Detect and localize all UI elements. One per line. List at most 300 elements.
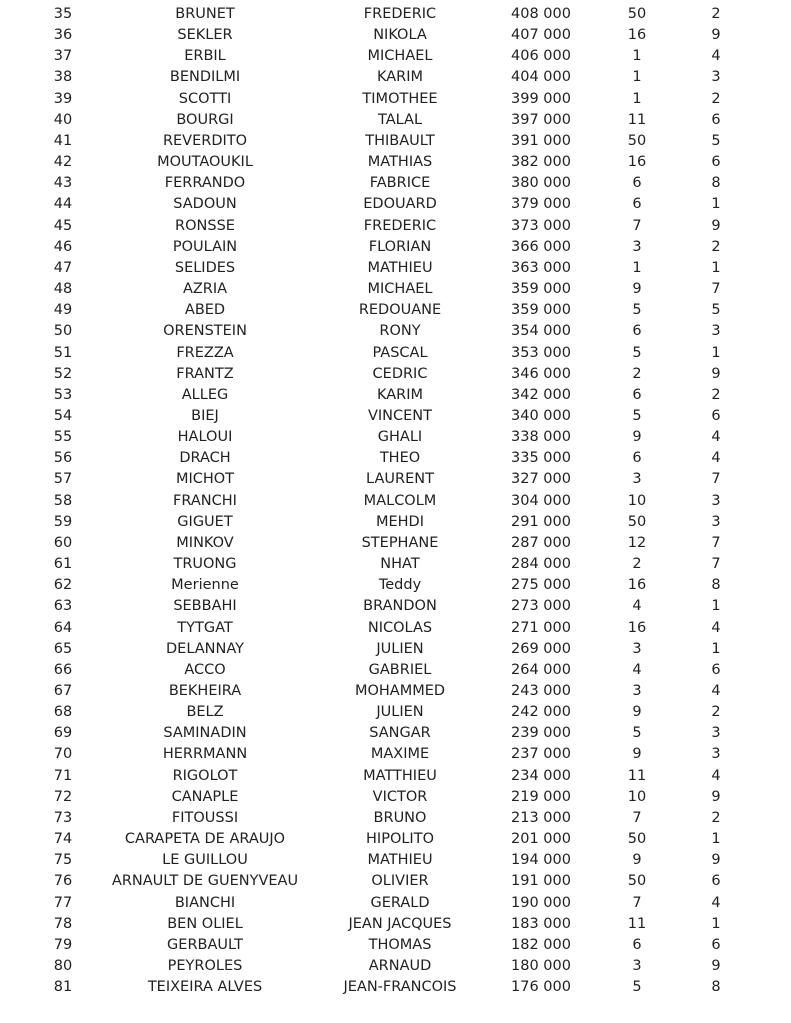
amount-cell: 327 000 — [511, 471, 571, 488]
digit-cell: 6 — [711, 936, 721, 953]
rank-cell: 75 — [53, 852, 73, 869]
amount-cell: 338 000 — [511, 429, 571, 446]
count-cell: 12 — [627, 534, 647, 551]
count-cell: 11 — [627, 915, 647, 932]
amount-cell: 242 000 — [511, 704, 571, 721]
count-cell: 1 — [632, 259, 642, 276]
rank-cell: 48 — [53, 281, 73, 298]
digit-cell: 4 — [711, 429, 721, 446]
first-name-cell: FREDERIC — [363, 6, 437, 22]
digit-cell: 8 — [711, 577, 721, 594]
count-cell: 50 — [627, 873, 647, 890]
last-name-cell: MICHOT — [175, 471, 235, 488]
count-cell: 6 — [632, 323, 642, 340]
table-row — [0, 343, 791, 364]
first-name-cell: OLIVIER — [371, 873, 429, 890]
digit-cell: 3 — [711, 492, 721, 509]
count-cell: 9 — [632, 746, 642, 763]
amount-cell: 201 000 — [511, 831, 571, 848]
last-name-cell: FRANTZ — [176, 365, 234, 382]
table-row — [0, 512, 791, 533]
count-cell: 7 — [632, 894, 642, 911]
count-cell: 5 — [632, 344, 642, 361]
first-name-cell: ARNAUD — [368, 958, 432, 975]
last-name-cell: AZRIA — [182, 281, 228, 298]
count-cell: 3 — [632, 471, 642, 488]
digit-cell: 7 — [711, 281, 721, 298]
digit-cell: 7 — [711, 471, 721, 488]
table-row — [0, 46, 791, 67]
table-row — [0, 766, 791, 787]
count-cell: 9 — [632, 429, 642, 446]
count-cell: 5 — [632, 725, 642, 742]
last-name-cell: HALOUI — [177, 429, 233, 446]
first-name-cell: THOMAS — [368, 936, 432, 953]
count-cell: 4 — [632, 661, 642, 678]
last-name-cell: CARAPETA DE ARAUJO — [124, 831, 286, 848]
amount-cell: 353 000 — [511, 344, 571, 361]
digit-cell: 1 — [711, 915, 721, 932]
count-cell: 2 — [632, 365, 642, 382]
last-name-cell: ACCO — [184, 661, 226, 678]
digit-cell: 2 — [711, 704, 721, 721]
last-name-cell: MOUTAOUKIL — [157, 154, 253, 171]
digit-cell: 6 — [711, 154, 721, 171]
table-row — [0, 67, 791, 88]
amount-cell: 269 000 — [511, 640, 571, 657]
first-name-cell: BRANDON — [363, 598, 437, 615]
first-name-cell: PASCAL — [372, 344, 428, 361]
amount-cell: 213 000 — [511, 809, 571, 826]
count-cell: 16 — [627, 27, 647, 44]
last-name-cell: REVERDITO — [162, 132, 248, 149]
count-cell: 2 — [632, 556, 642, 573]
digit-cell: 5 — [711, 132, 721, 149]
table-row — [0, 723, 791, 744]
digit-cell: 6 — [711, 111, 721, 128]
rank-cell: 64 — [53, 619, 73, 636]
digit-cell: 9 — [711, 788, 721, 805]
table-row — [0, 956, 791, 977]
table-row — [0, 300, 791, 321]
last-name-cell: FREZZA — [176, 344, 234, 361]
count-cell: 16 — [627, 619, 647, 636]
count-cell: 50 — [627, 6, 647, 22]
amount-cell: 406 000 — [511, 48, 571, 65]
table-row — [0, 110, 791, 131]
first-name-cell: GHALI — [377, 429, 423, 446]
rank-cell: 77 — [53, 894, 73, 911]
rank-cell: 49 — [53, 302, 73, 319]
amount-cell: 382 000 — [511, 154, 571, 171]
last-name-cell: SADOUN — [173, 196, 237, 213]
rank-cell: 58 — [53, 492, 73, 509]
count-cell: 50 — [627, 132, 647, 149]
rank-cell: 65 — [53, 640, 73, 657]
amount-cell: 359 000 — [511, 302, 571, 319]
table-row — [0, 660, 791, 681]
first-name-cell: VINCENT — [367, 407, 433, 424]
count-cell: 6 — [632, 386, 642, 403]
digit-cell: 3 — [711, 746, 721, 763]
last-name-cell: GERBAULT — [167, 936, 243, 953]
count-cell: 5 — [632, 302, 642, 319]
digit-cell: 6 — [711, 661, 721, 678]
table-row — [0, 596, 791, 617]
count-cell: 11 — [627, 767, 647, 784]
last-name-cell: POULAIN — [172, 238, 238, 255]
first-name-cell: SANGAR — [369, 725, 431, 742]
table-row — [0, 279, 791, 300]
first-name-cell: NIKOLA — [373, 27, 427, 44]
table-row — [0, 533, 791, 554]
table-row — [0, 618, 791, 639]
count-cell: 4 — [632, 598, 642, 615]
last-name-cell: DRACH — [179, 450, 231, 467]
last-name-cell: SCOTTI — [178, 90, 232, 107]
table-row — [0, 575, 791, 596]
first-name-cell: MOHAMMED — [354, 683, 446, 699]
table-row — [0, 427, 791, 448]
rank-cell: 79 — [53, 936, 73, 953]
amount-cell: 391 000 — [511, 132, 571, 149]
last-name-cell: BEKHEIRA — [168, 683, 242, 699]
first-name-cell: THIBAULT — [365, 132, 435, 149]
first-name-cell: GERALD — [370, 894, 430, 911]
first-name-cell: MALCOLM — [363, 492, 437, 509]
digit-cell: 3 — [711, 725, 721, 742]
table-row — [0, 829, 791, 850]
amount-cell: 219 000 — [511, 788, 571, 805]
amount-cell: 291 000 — [511, 513, 571, 530]
first-name-cell: REDOUANE — [358, 302, 442, 319]
first-name-cell: EDOUARD — [363, 196, 437, 213]
amount-cell: 379 000 — [511, 196, 571, 213]
amount-cell: 264 000 — [511, 661, 571, 678]
first-name-cell: STEPHANE — [361, 534, 439, 551]
last-name-cell: FITOUSSI — [171, 809, 239, 826]
rank-cell: 47 — [53, 259, 73, 276]
count-cell: 16 — [627, 577, 647, 594]
last-name-cell: ORENSTEIN — [163, 323, 247, 340]
amount-cell: 399 000 — [511, 90, 571, 107]
first-name-cell: JEAN-FRANCOIS — [343, 979, 457, 996]
amount-cell: 407 000 — [511, 27, 571, 44]
last-name-cell: RONSSE — [175, 217, 235, 234]
amount-cell: 176 000 — [511, 979, 571, 996]
table-row — [0, 194, 791, 215]
first-name-cell: THEO — [379, 450, 421, 467]
table-row — [0, 554, 791, 575]
rank-cell: 56 — [53, 450, 73, 467]
digit-cell: 4 — [711, 619, 721, 636]
rank-cell: 53 — [53, 386, 73, 403]
count-cell: 7 — [632, 217, 642, 234]
digit-cell: 9 — [711, 852, 721, 869]
table-row — [0, 4, 791, 25]
digit-cell: 1 — [711, 598, 721, 615]
digit-cell: 3 — [711, 69, 721, 86]
table-row — [0, 871, 791, 892]
first-name-cell: Teddy — [378, 577, 422, 594]
table-row — [0, 173, 791, 194]
last-name-cell: LE GUILLOU — [162, 852, 248, 869]
digit-cell: 8 — [711, 979, 721, 996]
digit-cell: 1 — [711, 196, 721, 213]
rank-cell: 73 — [53, 809, 73, 826]
digit-cell: 4 — [711, 450, 721, 467]
amount-cell: 404 000 — [511, 69, 571, 86]
amount-cell: 363 000 — [511, 259, 571, 276]
amount-cell: 346 000 — [511, 365, 571, 382]
last-name-cell: RIGOLOT — [172, 767, 238, 784]
rank-cell: 54 — [53, 407, 73, 424]
first-name-cell: KARIM — [376, 386, 424, 403]
first-name-cell: FREDERIC — [363, 217, 437, 234]
table-row — [0, 681, 791, 702]
digit-cell: 4 — [711, 683, 721, 699]
amount-cell: 239 000 — [511, 725, 571, 742]
first-name-cell: VICTOR — [372, 788, 428, 805]
count-cell: 6 — [632, 196, 642, 213]
count-cell: 9 — [632, 852, 642, 869]
amount-cell: 342 000 — [511, 386, 571, 403]
rank-cell: 80 — [53, 958, 73, 975]
rank-cell: 45 — [53, 217, 73, 234]
first-name-cell: CEDRIC — [372, 365, 428, 382]
rank-cell: 66 — [53, 661, 73, 678]
amount-cell: 397 000 — [511, 111, 571, 128]
last-name-cell: BIEJ — [191, 407, 219, 424]
first-name-cell: GABRIEL — [368, 661, 432, 678]
last-name-cell: ARNAULT DE GUENYVEAU — [111, 873, 299, 890]
last-name-cell: ERBIL — [184, 48, 226, 65]
table-row — [0, 152, 791, 173]
amount-cell: 183 000 — [511, 915, 571, 932]
table-row — [0, 639, 791, 660]
digit-cell: 6 — [711, 407, 721, 424]
digit-cell: 2 — [711, 6, 721, 22]
count-cell: 1 — [632, 90, 642, 107]
rank-cell: 55 — [53, 429, 73, 446]
first-name-cell: MAXIME — [370, 746, 430, 763]
rank-cell: 42 — [53, 154, 73, 171]
first-name-cell: JULIEN — [376, 640, 424, 657]
count-cell: 1 — [632, 48, 642, 65]
last-name-cell: BRUNET — [175, 6, 235, 22]
count-cell: 10 — [627, 492, 647, 509]
table-row — [0, 787, 791, 808]
amount-cell: 273 000 — [511, 598, 571, 615]
table-row — [0, 364, 791, 385]
digit-cell: 4 — [711, 48, 721, 65]
first-name-cell: LAURENT — [366, 471, 434, 488]
rank-cell: 37 — [53, 48, 73, 65]
digit-cell: 2 — [711, 809, 721, 826]
table-row — [0, 448, 791, 469]
count-cell: 5 — [632, 979, 642, 996]
digit-cell: 7 — [711, 556, 721, 573]
amount-cell: 408 000 — [511, 6, 571, 22]
digit-cell: 4 — [711, 767, 721, 784]
last-name-cell: SELIDES — [174, 259, 236, 276]
rank-cell: 70 — [53, 746, 73, 763]
last-name-cell: CANAPLE — [171, 788, 239, 805]
table-row — [0, 321, 791, 342]
digit-cell: 1 — [711, 259, 721, 276]
count-cell: 6 — [632, 936, 642, 953]
amount-cell: 287 000 — [511, 534, 571, 551]
last-name-cell: BEN OLIEL — [167, 915, 243, 932]
amount-cell: 284 000 — [511, 556, 571, 573]
first-name-cell: JULIEN — [376, 704, 424, 721]
rank-cell: 46 — [53, 238, 73, 255]
rank-cell: 50 — [53, 323, 73, 340]
count-cell: 16 — [627, 154, 647, 171]
first-name-cell: HIPOLITO — [366, 831, 434, 848]
digit-cell: 7 — [711, 534, 721, 551]
rank-cell: 81 — [53, 979, 73, 996]
amount-cell: 335 000 — [511, 450, 571, 467]
amount-cell: 354 000 — [511, 323, 571, 340]
table-row — [0, 702, 791, 723]
first-name-cell: RONY — [379, 323, 421, 340]
first-name-cell: MATTHIEU — [363, 767, 437, 784]
table-row — [0, 935, 791, 956]
last-name-cell: MINKOV — [176, 534, 234, 551]
digit-cell: 2 — [711, 386, 721, 403]
digit-cell: 1 — [711, 831, 721, 848]
last-name-cell: TRUONG — [173, 556, 237, 573]
ranking-table — [0, 4, 791, 998]
count-cell: 11 — [627, 111, 647, 128]
amount-cell: 182 000 — [511, 936, 571, 953]
rank-cell: 68 — [53, 704, 73, 721]
last-name-cell: ALLEG — [181, 386, 229, 403]
count-cell: 50 — [627, 831, 647, 848]
rank-cell: 40 — [53, 111, 73, 128]
last-name-cell: ABED — [184, 302, 226, 319]
digit-cell: 1 — [711, 640, 721, 657]
first-name-cell: JEAN JACQUES — [348, 915, 452, 932]
last-name-cell: PEYROLES — [167, 958, 243, 975]
count-cell: 3 — [632, 640, 642, 657]
table-row — [0, 25, 791, 46]
rank-cell: 59 — [53, 513, 73, 530]
count-cell: 9 — [632, 281, 642, 298]
count-cell: 3 — [632, 958, 642, 975]
table-row — [0, 237, 791, 258]
first-name-cell: FLORIAN — [368, 238, 432, 255]
first-name-cell: MATHIEU — [367, 852, 433, 869]
amount-cell: 275 000 — [511, 577, 571, 594]
last-name-cell: SEKLER — [177, 27, 233, 44]
digit-cell: 3 — [711, 513, 721, 530]
rank-cell: 39 — [53, 90, 73, 107]
last-name-cell: SEBBAHI — [173, 598, 237, 615]
last-name-cell: SAMINADIN — [163, 725, 247, 742]
amount-cell: 234 000 — [511, 767, 571, 784]
amount-cell: 359 000 — [511, 281, 571, 298]
table-row — [0, 808, 791, 829]
rank-cell: 67 — [53, 683, 73, 699]
rank-cell: 78 — [53, 915, 73, 932]
table-row — [0, 850, 791, 871]
count-cell: 3 — [632, 683, 642, 699]
table-row — [0, 406, 791, 427]
first-name-cell: NICOLAS — [367, 619, 433, 636]
amount-cell: 304 000 — [511, 492, 571, 509]
first-name-cell: KARIM — [376, 69, 424, 86]
first-name-cell: TALAL — [377, 111, 423, 128]
first-name-cell: MATHIAS — [367, 154, 433, 171]
first-name-cell: MEHDI — [375, 513, 425, 530]
count-cell: 7 — [632, 809, 642, 826]
count-cell: 9 — [632, 704, 642, 721]
last-name-cell: DELANNAY — [165, 640, 245, 657]
digit-cell: 2 — [711, 90, 721, 107]
table-row — [0, 914, 791, 935]
amount-cell: 237 000 — [511, 746, 571, 763]
last-name-cell: GIGUET — [177, 513, 233, 530]
rank-cell: 38 — [53, 69, 73, 86]
rank-cell: 35 — [53, 6, 73, 22]
rank-cell: 74 — [53, 831, 73, 848]
first-name-cell: TIMOTHEE — [362, 90, 438, 107]
table-row — [0, 491, 791, 512]
last-name-cell: Merienne — [171, 577, 239, 594]
last-name-cell: FERRANDO — [164, 175, 246, 192]
digit-cell: 9 — [711, 365, 721, 382]
digit-cell: 9 — [711, 958, 721, 975]
digit-cell: 6 — [711, 873, 721, 890]
count-cell: 3 — [632, 238, 642, 255]
digit-cell: 1 — [711, 344, 721, 361]
rank-cell: 62 — [53, 577, 73, 594]
digit-cell: 9 — [711, 27, 721, 44]
table-row — [0, 469, 791, 490]
rank-cell: 41 — [53, 132, 73, 149]
table-row — [0, 893, 791, 914]
amount-cell: 340 000 — [511, 407, 571, 424]
amount-cell: 366 000 — [511, 238, 571, 255]
rank-cell: 44 — [53, 196, 73, 213]
digit-cell: 2 — [711, 238, 721, 255]
amount-cell: 380 000 — [511, 175, 571, 192]
table-row — [0, 744, 791, 765]
last-name-cell: BOURGI — [176, 111, 234, 128]
rank-cell: 76 — [53, 873, 73, 890]
rank-cell: 72 — [53, 788, 73, 805]
last-name-cell: HERRMANN — [162, 746, 248, 763]
last-name-cell: TYTGAT — [177, 619, 233, 636]
amount-cell: 243 000 — [511, 683, 571, 699]
last-name-cell: TEIXEIRA ALVES — [147, 979, 263, 996]
digit-cell: 9 — [711, 217, 721, 234]
rank-cell: 60 — [53, 534, 73, 551]
amount-cell: 194 000 — [511, 852, 571, 869]
first-name-cell: MICHAEL — [367, 281, 433, 298]
table-row — [0, 131, 791, 152]
first-name-cell: BRUNO — [373, 809, 427, 826]
first-name-cell: NHAT — [380, 556, 420, 573]
last-name-cell: BELZ — [186, 704, 224, 721]
count-cell: 50 — [627, 513, 647, 530]
count-cell: 5 — [632, 407, 642, 424]
table-row — [0, 977, 791, 998]
count-cell: 6 — [632, 450, 642, 467]
amount-cell: 373 000 — [511, 217, 571, 234]
